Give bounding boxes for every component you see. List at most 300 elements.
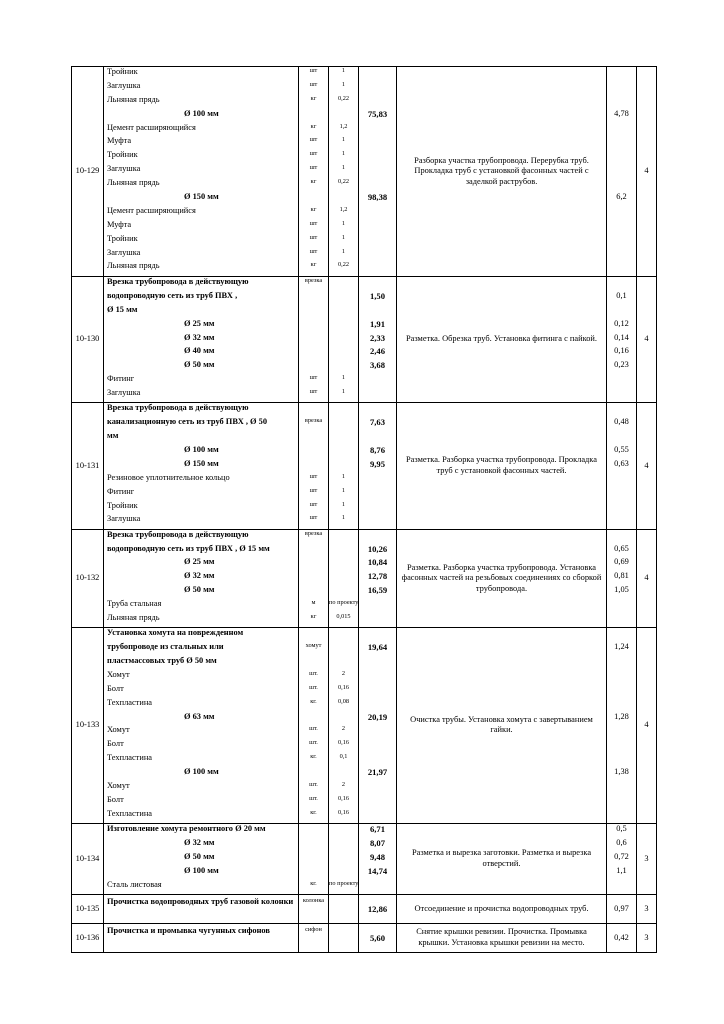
item-unit (299, 712, 328, 726)
item-qty (329, 628, 358, 642)
item-price: 20,19 (367, 711, 388, 722)
item-name: Болт (107, 739, 124, 749)
table-row (72, 824, 657, 895)
item-price (359, 164, 396, 178)
item-price (359, 81, 396, 95)
item-unit: шт (309, 150, 318, 158)
item-price (359, 95, 396, 109)
unit-cell (299, 628, 329, 824)
item-qty: 1 (341, 233, 346, 241)
item-time: 0,81 (614, 571, 629, 581)
item-price (359, 277, 396, 291)
item-unit (299, 319, 328, 333)
item-price (359, 261, 396, 275)
item-price (359, 123, 396, 137)
category-cell: 4 (637, 67, 657, 277)
item-time: 0,12 (614, 318, 629, 328)
item-price (359, 220, 396, 234)
item-price (359, 880, 396, 894)
code-cell: 10-129 (72, 67, 104, 277)
name-cell (104, 824, 299, 895)
item-unit: хомут (305, 642, 322, 650)
item-name: Прочистка водопроводных труб газовой колонки (107, 896, 294, 906)
item-unit: шт. (309, 739, 318, 747)
qty-cell (329, 894, 359, 923)
rates-table (71, 66, 657, 953)
item-time: 0,1 (616, 290, 627, 300)
qty-cell (329, 628, 359, 824)
unit-cell (299, 923, 329, 952)
item-price (359, 530, 396, 544)
item-time (607, 628, 636, 642)
item-price (359, 656, 396, 670)
item-qty (329, 291, 358, 305)
category-cell: 4 (637, 628, 657, 824)
time-cell (607, 276, 637, 402)
item-name: Цемент расширяющийся (107, 205, 196, 215)
item-unit: шт (309, 219, 318, 227)
item-qty (329, 852, 358, 866)
item-time (607, 388, 636, 402)
item-price (359, 388, 396, 402)
item-qty (329, 824, 358, 838)
code-cell: 10-131 (72, 403, 104, 529)
item-unit: кг (310, 205, 317, 213)
item-name: мм (107, 431, 119, 441)
item-unit: шт (309, 67, 318, 74)
code-cell: 10-130 (72, 276, 104, 402)
item-name: Ø 50 мм (184, 360, 215, 370)
item-unit: кг (310, 178, 317, 186)
desc-cell (397, 276, 607, 402)
item-name: Муфта (107, 136, 132, 146)
item-qty: 0,22 (337, 261, 350, 269)
item-time: 6,2 (616, 192, 627, 202)
item-price: 10,84 (367, 557, 388, 568)
item-qty: 1 (341, 219, 346, 227)
item-qty: 1 (341, 486, 346, 494)
item-time (607, 261, 636, 275)
qty-cell (329, 529, 359, 628)
item-price (359, 781, 396, 795)
code-cell: 10-132 (72, 529, 104, 628)
item-unit: шт (309, 500, 318, 508)
time-cell (607, 824, 637, 895)
item-unit (299, 838, 328, 852)
unit-cell (299, 276, 329, 402)
item-qty: 0,16 (337, 794, 350, 802)
item-qty: 1 (341, 514, 346, 522)
item-name: Муфта (107, 219, 132, 229)
item-price (359, 374, 396, 388)
item-unit: м (311, 599, 316, 607)
table-row (72, 529, 657, 628)
desc-cell (397, 894, 607, 923)
item-unit: шт. (309, 780, 318, 788)
name-cell (104, 403, 299, 529)
item-name: Заглушка (107, 514, 141, 524)
work-description: Снятие крышки ревизии. Прочистка. Промывка крышки. Установка крышки ревизии на место. (416, 927, 587, 947)
price-cell (359, 824, 397, 895)
item-time: 1,05 (614, 585, 629, 595)
item-unit: кг (310, 122, 317, 130)
item-qty (329, 360, 358, 374)
item-time: 0,16 (614, 346, 629, 356)
item-time (607, 164, 636, 178)
item-time (607, 123, 636, 137)
item-qty (329, 417, 358, 431)
item-unit: кг (310, 613, 317, 621)
item-name: Ø 40 мм (184, 346, 215, 356)
item-unit (299, 360, 328, 374)
time-cell (607, 894, 637, 923)
item-time (607, 880, 636, 894)
item-name: Ø 100 мм (184, 865, 219, 875)
item-name: Ø 100 мм (184, 444, 219, 454)
item-name: Ø 50 мм (184, 851, 215, 861)
item-unit (299, 585, 328, 599)
item-price (359, 431, 396, 445)
item-unit (299, 192, 328, 206)
item-qty (329, 459, 358, 473)
item-qty (329, 346, 358, 360)
item-price (359, 599, 396, 613)
item-qty: 1 (341, 388, 346, 396)
item-name: Сталь листовая (107, 879, 162, 889)
item-unit (299, 333, 328, 347)
item-unit (299, 305, 328, 319)
table-row (72, 628, 657, 824)
item-price: 9,48 (369, 851, 386, 862)
table-row (72, 923, 657, 952)
item-time (607, 206, 636, 220)
item-time: 0,69 (614, 557, 629, 567)
item-qty: 0,08 (337, 697, 350, 705)
item-name: Льняная прядь (107, 94, 160, 104)
item-time: 1,28 (614, 711, 629, 721)
item-qty (329, 277, 358, 291)
item-price: 6,71 (369, 824, 386, 835)
name-cell (104, 276, 299, 402)
item-name: Заглушка (107, 164, 141, 174)
item-price: 8,07 (369, 838, 386, 849)
item-price: 3,68 (369, 360, 386, 371)
item-name: Ø 50 мм (184, 585, 215, 595)
item-name: Льняная прядь (107, 178, 160, 188)
item-qty: 1 (341, 374, 346, 382)
item-unit: шт (309, 247, 318, 255)
item-time (607, 136, 636, 150)
unit-cell (299, 529, 329, 628)
item-name: Ø 150 мм (184, 192, 219, 202)
item-time: 1,38 (614, 767, 629, 777)
item-unit (299, 544, 328, 558)
price-cell (359, 628, 397, 824)
qty-cell (329, 67, 359, 277)
item-time (607, 753, 636, 767)
item-name: Ø 100 мм (184, 767, 219, 777)
item-price (359, 514, 396, 528)
item-name: водопроводную сеть из труб ПВХ , Ø 15 мм (107, 543, 270, 553)
item-unit (299, 291, 328, 305)
item-unit: шт. (309, 683, 318, 691)
item-unit: врезка (304, 417, 323, 425)
item-time: 0,42 (614, 932, 629, 942)
item-qty: 0,1 (339, 753, 348, 761)
name-cell (104, 628, 299, 824)
item-time (607, 473, 636, 487)
item-qty: 0,16 (337, 683, 350, 691)
item-unit: колонка (302, 896, 325, 904)
time-cell (607, 529, 637, 628)
desc-cell (397, 529, 607, 628)
item-price (359, 206, 396, 220)
item-name: Установка хомута на поврежденном (107, 628, 244, 638)
item-price: 12,86 (367, 903, 388, 914)
item-price: 1,50 (369, 290, 386, 301)
qty-cell (329, 403, 359, 529)
item-qty (329, 866, 358, 880)
name-cell (104, 67, 299, 277)
category-cell: 4 (637, 529, 657, 628)
item-time (607, 739, 636, 753)
item-unit (299, 767, 328, 781)
item-qty: по проекту (329, 879, 358, 887)
item-unit: шт. (309, 725, 318, 733)
item-unit: шт. (309, 669, 318, 677)
item-name: Труба стальная (107, 599, 162, 609)
item-price (359, 613, 396, 627)
item-unit: врезка (304, 529, 323, 537)
table-row (72, 403, 657, 529)
item-qty (329, 192, 358, 206)
item-unit: кг. (310, 697, 317, 705)
item-unit (299, 403, 328, 417)
item-name: Льняная прядь (107, 613, 160, 623)
item-qty (329, 656, 358, 670)
item-qty: 1 (341, 67, 346, 74)
item-time (607, 150, 636, 164)
item-qty (329, 445, 358, 459)
item-name: Врезка трубопровода в действующую (107, 403, 249, 413)
item-time (607, 613, 636, 627)
item-price: 16,59 (367, 585, 388, 596)
qty-cell (329, 276, 359, 402)
item-time (607, 178, 636, 192)
code-cell: 10-134 (72, 824, 104, 895)
item-time: 1,24 (614, 642, 629, 652)
item-price (359, 150, 396, 164)
item-price (359, 809, 396, 823)
item-name: Болт (107, 794, 124, 804)
item-time: 1,1 (616, 865, 627, 875)
item-unit: кг. (310, 808, 317, 816)
item-qty: 1 (341, 472, 346, 480)
item-name: Тройник (107, 150, 138, 160)
item-qty (329, 712, 358, 726)
item-qty (329, 109, 358, 123)
item-name: Ø 32 мм (184, 332, 215, 342)
item-name: Резиновое уплотнительное кольцо (107, 472, 230, 482)
item-time (607, 514, 636, 528)
item-time (607, 809, 636, 823)
category-cell: 4 (637, 403, 657, 529)
work-description: Разметка. Обрезка труб. Установка фитинга с пайкой. (405, 334, 597, 344)
item-time (607, 81, 636, 95)
item-qty: 1,2 (339, 122, 348, 130)
work-description: Очистка трубы. Установка хомута с завертыванием гайки. (410, 714, 593, 735)
item-price: 1,91 (369, 318, 386, 329)
desc-cell (397, 67, 607, 277)
item-price (359, 501, 396, 515)
item-unit (299, 571, 328, 585)
unit-cell (299, 67, 329, 277)
item-qty (329, 403, 358, 417)
item-name: Прочистка и промывка чугунных сифонов (107, 925, 270, 935)
item-qty (329, 571, 358, 585)
item-time (607, 248, 636, 262)
item-unit: шт (309, 136, 318, 144)
item-unit (299, 628, 328, 642)
desc-cell (397, 923, 607, 952)
work-description: Разборка участка трубопровода. Перерубка труб. Прокладка труб с установкой фасонных частей с заделкой раструбов. (414, 155, 589, 186)
time-cell (607, 403, 637, 529)
item-name: Заглушка (107, 80, 141, 90)
item-qty (329, 333, 358, 347)
item-name: Врезка трубопровода в действующую (107, 276, 249, 286)
item-name: Ø 150 мм (184, 458, 219, 468)
item-price: 14,74 (367, 865, 388, 876)
item-price (359, 753, 396, 767)
item-unit: шт. (309, 794, 318, 802)
item-name: Хомут (107, 725, 130, 735)
item-unit: шт (309, 374, 318, 382)
item-unit: кг (310, 94, 317, 102)
item-time: 0,23 (614, 360, 629, 370)
item-price (359, 698, 396, 712)
item-name: Тройник (107, 233, 138, 243)
item-unit: кг. (310, 879, 317, 887)
item-unit: шт (309, 80, 318, 88)
item-unit (299, 346, 328, 360)
item-name: Хомут (107, 780, 130, 790)
item-name: Врезка трубопровода в действующую (107, 529, 249, 539)
work-description: Разметка. Разборка участка трубопровода. Прокладка труб с установкой фасонных частей. (406, 455, 597, 475)
item-name: Ø 32 мм (184, 838, 215, 848)
item-price: 10,26 (367, 543, 388, 554)
item-time (607, 234, 636, 248)
item-time (607, 305, 636, 319)
item-time (607, 501, 636, 515)
table-row (72, 894, 657, 923)
item-time (607, 725, 636, 739)
item-name: Фитинг (107, 374, 135, 384)
item-time: 0,72 (614, 851, 629, 861)
item-name: Техпластина (107, 697, 153, 707)
item-price: 98,38 (367, 192, 388, 203)
item-time (607, 95, 636, 109)
item-price (359, 684, 396, 698)
item-qty: 1 (341, 80, 346, 88)
item-name: Ø 32 мм (184, 571, 215, 581)
item-unit (299, 557, 328, 571)
item-unit: шт (309, 486, 318, 494)
item-qty: 1 (341, 164, 346, 172)
item-price (359, 136, 396, 150)
item-price: 5,60 (369, 932, 386, 943)
category-cell: 3 (637, 923, 657, 952)
item-price: 2,33 (369, 332, 386, 343)
item-time (607, 277, 636, 291)
item-price (359, 473, 396, 487)
item-time (607, 487, 636, 501)
item-name: пластмассовых труб Ø 50 мм (107, 655, 217, 665)
item-price (359, 178, 396, 192)
item-price: 7,63 (369, 417, 386, 428)
item-name: Ø 100 мм (184, 108, 219, 118)
code-cell: 10-135 (72, 894, 104, 923)
time-cell (607, 923, 637, 952)
item-name: Цемент расширяющийся (107, 122, 196, 132)
item-qty: 1 (341, 247, 346, 255)
item-qty (329, 544, 358, 558)
item-qty: 0,16 (337, 808, 350, 816)
item-qty: 1,2 (339, 205, 348, 213)
work-description: Разметка и вырезка заготовки. Разметка и вырезка отверстий. (411, 848, 592, 868)
item-qty (329, 838, 358, 852)
unit-cell (299, 824, 329, 895)
item-unit: шт (309, 514, 318, 522)
item-name: Болт (107, 683, 124, 693)
item-time (607, 684, 636, 698)
item-price (359, 725, 396, 739)
item-time (607, 220, 636, 234)
item-name: Тройник (107, 500, 138, 510)
item-time: 0,63 (614, 458, 629, 468)
item-qty: 2 (341, 780, 346, 788)
item-time (607, 670, 636, 684)
item-name: Хомут (107, 669, 130, 679)
item-qty: 2 (341, 669, 346, 677)
item-price (359, 487, 396, 501)
item-time: 0,5 (616, 824, 627, 834)
item-name: Заглушка (107, 247, 141, 257)
item-time (607, 530, 636, 544)
item-price (359, 670, 396, 684)
item-price: 21,97 (367, 767, 388, 778)
work-description: Отсоединение и прочистка водопроводных труб. (414, 903, 589, 913)
desc-cell (397, 628, 607, 824)
price-cell (359, 276, 397, 402)
qty-cell (329, 923, 359, 952)
item-unit (299, 656, 328, 670)
category-cell: 3 (637, 894, 657, 923)
item-qty (329, 557, 358, 571)
item-unit (299, 445, 328, 459)
item-time (607, 795, 636, 809)
price-cell (359, 67, 397, 277)
item-time: 0,14 (614, 332, 629, 342)
item-time (607, 599, 636, 613)
item-time (607, 656, 636, 670)
item-unit (299, 459, 328, 473)
item-name: Льняная прядь (107, 261, 160, 271)
item-price (359, 739, 396, 753)
item-unit (299, 852, 328, 866)
item-unit (299, 109, 328, 123)
item-qty (329, 530, 358, 544)
item-qty: 0,22 (337, 94, 350, 102)
